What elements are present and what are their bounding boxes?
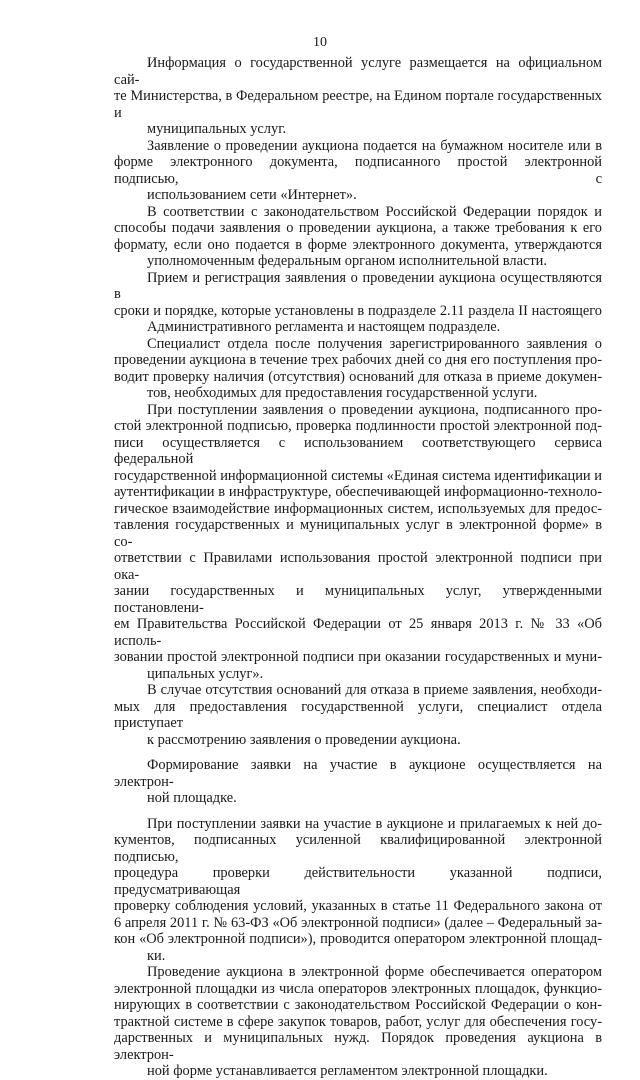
paragraph-text: Заявление о проведении аукциона подается на бумажном носителе или в форме электронного документа, подписанного простой электронной подписью, с [114,137,602,187]
paragraph-text: При поступлении заявки на участие в аукционе и прилагаемых к ней до- кументов, подписанных усиленной квалифицированной электронной подписью, процедура проверки действительности указанной подписи, предусматривающая проверку соблюдения условий, указанных в статье 11 Федерального закона от 6 апреля 2011 г. № 63-ФЗ «Об электронной подписи» (далее – Федеральный за- кон «Об электронной подписи»), проводится оператором электронной площад- [114,815,602,947]
document-body [114,55,602,1080]
paragraph-text: В случае отсутствия оснований для отказа в приеме заявления, необходи- мых для предоставления государственной услуги, специалист отдела приступает [114,682,602,731]
paragraph-text: Информация о государственной услуге размещается на официальном сай- те Министерства, в Федеральном реестре, на Едином портале государственных и [114,55,602,121]
paragraph [114,138,602,204]
paragraph [114,270,602,336]
paragraph-last-line: уполномоченным федеральным органом исполнительной власти. [147,253,547,269]
paragraph-last-line: ной форме устанавливается регламентом электронной площадки. [147,1063,548,1079]
paragraph [114,757,602,807]
paragraph-last-line: муниципальных услуг. [147,121,287,137]
paragraph-last-line: Административного регламента и настоящем подразделе. [147,319,501,335]
paragraph [114,816,602,965]
paragraph [114,682,602,748]
paragraph-last-line: к рассмотрению заявления о проведении аукциона. [147,731,461,748]
paragraph-text: Специалист отдела после получения зарегистрированного заявления о проведении аукциона в течение трех рабочих дней со дня его поступления про- водит проверку наличия (отсутствия) оснований для отказа в приеме докумен- [114,335,602,385]
paragraph [114,964,602,1080]
paragraph-text: При поступлении заявления о проведении аукциона, подписанного про- стой электронной подписью, проверка подлинности простой электронной под- писи осуществляется с использованием соответствующего сервиса федеральной государственной информационной системы «Единая система идентификации и аутентификации в инфраструктуре, обеспечивающей информационно-техноло- гическое взаимодействие информационных систем, используемых для предос- тавления государственных и муниципальных услуг в электронной форме» в со- ответствии с Правилами использования простой электронной подписи при ока- зании государственных и муниципальных услуг, утвержденными постановлени- ем Правительства Российской Федерации от 25 января 2013 г. № 33 «Об исполь- зовании простой электронной подписи при оказании государственных и муни- [114,401,602,665]
paragraph-last-line: ной площадке. [147,790,237,806]
paragraph [114,402,602,683]
paragraph-text: Прием и регистрация заявления о проведении аукциона осуществляются в сроки и порядке, которые установлены в подразделе 2.11 раздела II настоящего [114,269,602,319]
paragraph-text: Формирование заявки на участие в аукционе осуществляется на электрон- [114,757,602,790]
paragraph [114,336,602,402]
page-number: 10 [313,35,327,50]
paragraph-text: Проведение аукциона в электронной форме обеспечивается оператором электронной площадки из числа операторов электронных площадок, функцио- нирующих в соответствии с законодательством Российской Федерации о кон- трактной системе в сфере закупок товаров, работ, услуг для обеспечения госу- дарственных и муниципальных нужд. Порядок проведения аукциона в электрон- [114,964,602,1063]
paragraph-last-line: использованием сети «Интернет». [147,187,357,203]
paragraph-last-line: тов, необходимых для предоставления государственной услуги. [147,385,538,401]
paragraph-last-line: ципальных услуг». [147,665,264,682]
paragraph-text: В соответствии с законодательством Российской Федерации порядок и способы подачи заявления о проведении аукциона, а также требования к его формату, если оно подается в форме электронного документа, утверждаются [114,203,602,253]
paragraph-last-line: ки. [147,947,166,964]
paragraph [114,204,602,270]
paragraph [114,55,602,138]
